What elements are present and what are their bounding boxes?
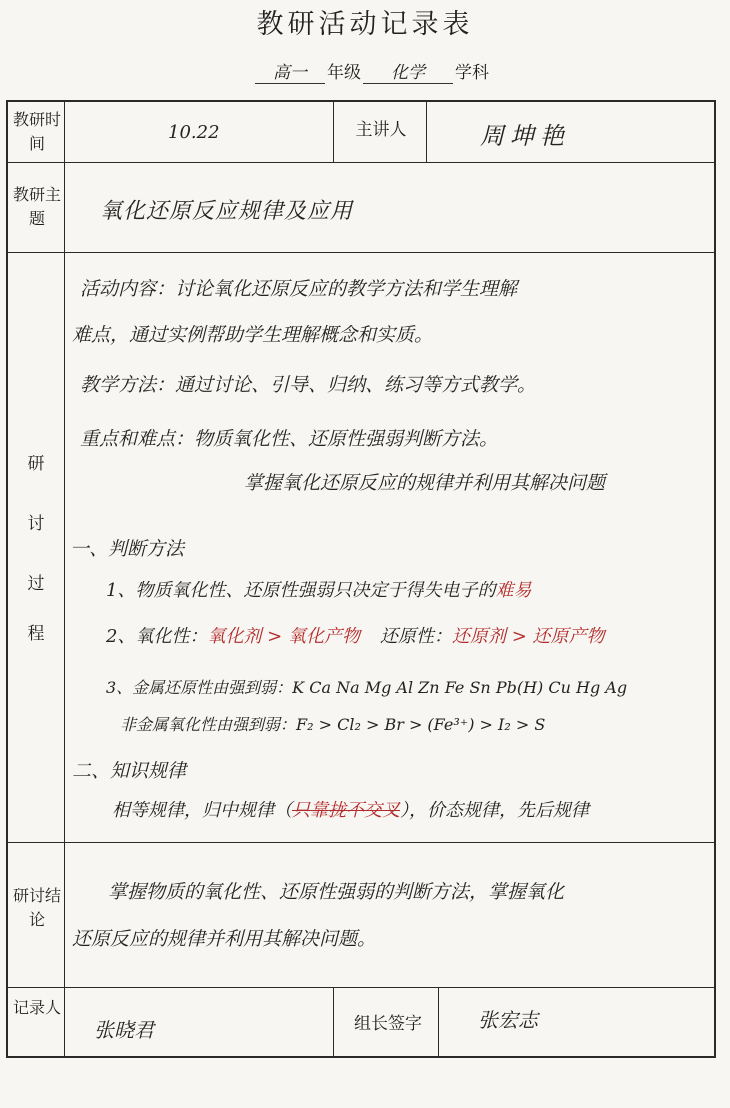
- time-label: 教研时间: [12, 110, 61, 153]
- leader-divider: [438, 987, 439, 1056]
- process-line: [112, 796, 589, 822]
- process-line: 掌握氧化还原反应的规律并利用其解决问题: [244, 472, 606, 494]
- process-line: 重点和难点：物质氧化性、还原性强弱判断方法。: [80, 428, 499, 450]
- difficulty-note: 难易: [495, 580, 532, 601]
- record-table: [6, 100, 716, 1058]
- label-column-divider: [64, 102, 65, 1056]
- process-label-4: 程: [27, 624, 45, 644]
- theme-label: 教研主题: [12, 185, 61, 228]
- process-text: 还原性：: [379, 626, 452, 647]
- process-line: [106, 622, 605, 648]
- row-divider: [8, 987, 714, 988]
- leader-signature: 张宏志: [478, 1008, 538, 1032]
- conclusion-label: 研讨结论: [12, 886, 61, 929]
- theme-value: 氧化还原反应规律及应用: [100, 199, 354, 224]
- row-divider: [8, 252, 714, 253]
- section-heading: 一、判断方法: [70, 538, 185, 560]
- row-divider: [8, 162, 714, 163]
- grade-value: 高一: [255, 58, 325, 84]
- time-value: 10.22: [168, 122, 220, 143]
- process-text: ），价态规律，先后规律: [400, 800, 589, 821]
- speaker-value: 周坤艳: [480, 122, 570, 150]
- conclusion-line: 掌握物质的氧化性、还原性强弱的判断方法，掌握氧化: [108, 881, 565, 903]
- process-text: 1、物质氧化性、还原性强弱只决定于得失电子的: [106, 580, 496, 601]
- grade-subject-line: [255, 58, 491, 86]
- sheet-title: 教研活动记录表: [256, 9, 474, 40]
- speaker-label: 主讲人: [355, 120, 407, 140]
- process-line: 教学方法：通过讨论、引导、归纳、练习等方式教学。: [80, 374, 537, 396]
- speaker-divider: [426, 102, 427, 162]
- process-line: 难点，通过实例帮助学生理解概念和实质。: [72, 324, 434, 346]
- recorder-value: 张晓君: [94, 1018, 154, 1042]
- process-line: 活动内容：讨论氧化还原反应的教学方法和学生理解: [80, 278, 518, 300]
- process-text: 2、氧化性：: [106, 626, 208, 647]
- reducer-note: 还原剂 > 还原产物: [451, 626, 605, 647]
- only-approach-note: 只靠拢不交叉: [292, 800, 400, 821]
- section-heading: 二、知识规律: [72, 760, 187, 782]
- grade-label: 年级: [327, 63, 361, 83]
- leader-label: 组长签字: [354, 1014, 422, 1034]
- process-line: [106, 576, 531, 602]
- process-label-2: 讨: [27, 514, 45, 534]
- speaker-divider: [333, 102, 334, 162]
- row-divider: [8, 842, 714, 843]
- process-label-3: 过: [27, 574, 45, 594]
- leader-divider: [333, 987, 334, 1056]
- process-line: 3、金属还原性由强到弱：K Ca Na Mg Al Zn Fe Sn Pb(H) Cu Hg Ag: [106, 678, 628, 697]
- subject-value: 化学: [363, 58, 453, 84]
- process-text: 相等规律，归中规律（: [112, 800, 292, 821]
- process-label-1: 研: [27, 454, 45, 474]
- process-line: 非金属氧化性由强到弱：F₂ > Cl₂ > Br > (Fe³⁺) > I₂ > S: [120, 715, 546, 734]
- recorder-label: 记录人: [12, 998, 61, 1017]
- subject-label: 学科: [455, 63, 489, 83]
- conclusion-line: 还原反应的规律并利用其解决问题。: [72, 928, 377, 950]
- oxidizer-note: 氧化剂 > 氧化产物: [207, 626, 360, 647]
